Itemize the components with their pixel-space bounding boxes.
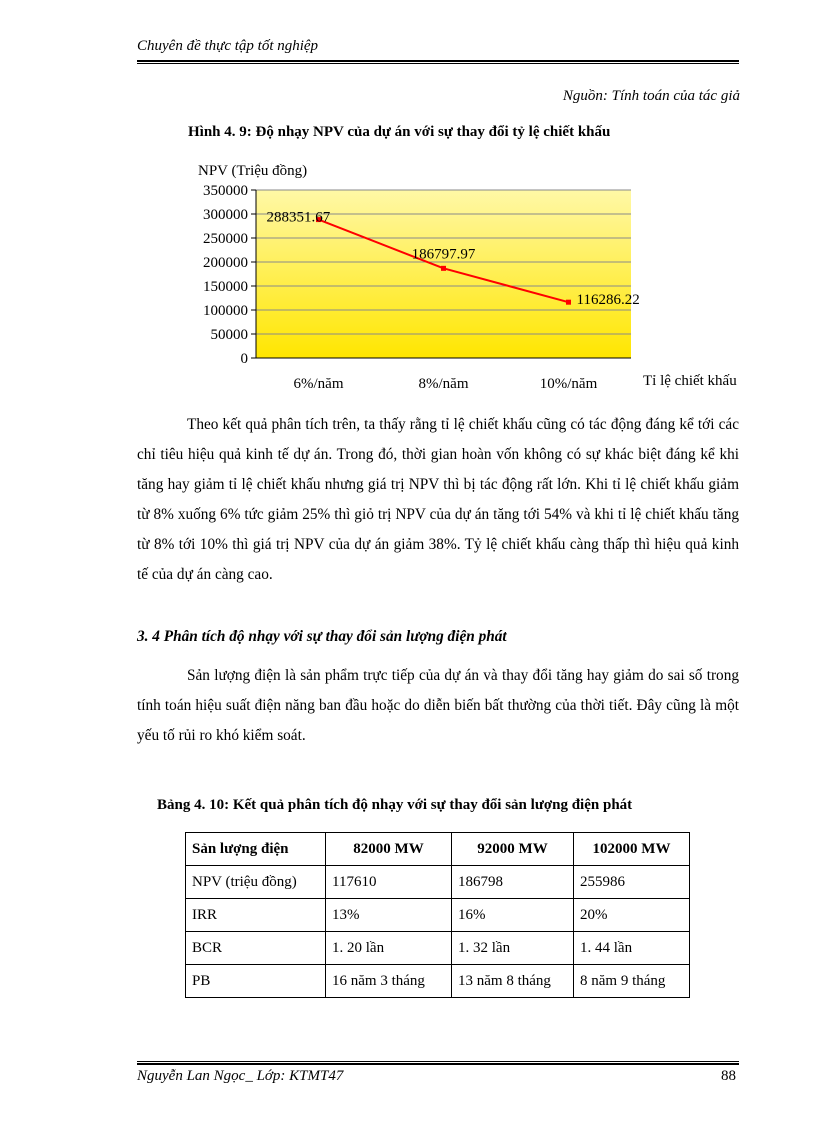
table-cell: 8 năm 9 tháng [574, 965, 690, 998]
table-row [186, 899, 690, 932]
table-cell: 13 năm 8 tháng [452, 965, 574, 998]
y-tick-label: 300000 [203, 207, 248, 223]
table-header-cell: 102000 MW [574, 833, 690, 866]
table-cell: 13% [326, 899, 452, 932]
paragraph-discount-analysis: Theo kết quả phân tích trên, ta thấy rằng tỉ lệ chiết khấu cũng có tác động đáng kể tới các chỉ tiêu hiệu quả kinh tế dự án. Trong đó, thời gian hoàn vốn không có sự khác biệt đáng kể khi tăng hay giảm tỉ lệ chiết khấu nhưng giá trị NPV thì bị tác động rất lớn. Khi tỉ lệ chiết khấu giảm từ 8% xuống 6% tức giảm 25% thì giỏ trị NPV của dự án tăng tới 54% và khi tỉ lệ chiết khấu tăng từ 8% tới 10% thì giá trị NPV của dự án giảm 38%. Tỷ lệ chiết khấu càng thấp thì hiệu quả kinh tế của dự án càng cao. [137, 416, 739, 583]
table-header-cell: 92000 MW [452, 833, 574, 866]
data-label: 288351.67 [266, 209, 331, 226]
table-cell: 1. 44 lần [574, 932, 690, 965]
figure-source: Nguồn: Tính toán của tác giả [562, 88, 740, 104]
data-label: 116286.22 [576, 292, 640, 309]
page-number: 88 [721, 1068, 736, 1084]
data-point-marker [566, 300, 571, 305]
x-tick-label: 8%/năm [418, 376, 469, 392]
header-divider [137, 60, 739, 64]
paragraph-output-sensitivity: Sản lượng điện là sản phẩm trực tiếp của dự án và thay đổi tăng hay giảm do sai số trong tính toán hiệu suất điện năng ban đầu hoặc do diễn biến bất thường của thời tiết. Đây cũng là một yếu tố rủi ro khó kiểm soát. [137, 667, 739, 744]
y-tick-label: 100000 [203, 303, 248, 319]
y-tick-label: 50000 [210, 327, 248, 343]
table-cell: IRR [186, 899, 326, 932]
x-tick-label: 10%/năm [539, 376, 598, 392]
table-header-row [186, 833, 690, 866]
table-cell: PB [186, 965, 326, 998]
table-header-cell: Sản lượng điện [186, 833, 326, 866]
footer-author: Nguyễn Lan Ngọc_ Lớp: KTMT47 [137, 1068, 344, 1084]
y-tick-label: 200000 [203, 255, 248, 271]
table-cell: 16 năm 3 tháng [326, 965, 452, 998]
footer-divider [137, 1061, 739, 1065]
y-axis-title: NPV (Triệu đồng) [198, 163, 308, 179]
npv-sensitivity-chart [160, 155, 740, 400]
figure-caption: Hình 4. 9: Độ nhạy NPV của dự án với sự thay đổi tỷ lệ chiết khấu [188, 124, 611, 140]
sensitivity-table [185, 832, 690, 998]
y-tick-label: 350000 [203, 183, 248, 199]
table-row [186, 866, 690, 899]
table-cell: 1. 32 lần [452, 932, 574, 965]
table-header-cell: 82000 MW [326, 833, 452, 866]
x-axis-title: Tỉ lệ chiết khấu [643, 373, 737, 389]
y-tick-label: 250000 [203, 231, 248, 247]
table-cell: 186798 [452, 866, 574, 899]
table-cell: 1. 20 lần [326, 932, 452, 965]
x-tick-label: 6%/năm [293, 376, 344, 392]
data-point-marker [441, 266, 446, 271]
table-caption: Bảng 4. 10: Kết quả phân tích độ nhạy với sự thay đổi sản lượng điện phát [157, 797, 633, 813]
table-cell: 20% [574, 899, 690, 932]
table-cell: 255986 [574, 866, 690, 899]
table-cell: BCR [186, 932, 326, 965]
table-cell: 16% [452, 899, 574, 932]
y-tick-label: 0 [240, 351, 248, 367]
table-row [186, 965, 690, 998]
header-title: Chuyên đề thực tập tốt nghiệp [137, 38, 319, 54]
table-cell: NPV (triệu đồng) [186, 866, 326, 899]
table-row [186, 932, 690, 965]
table-cell: 117610 [326, 866, 452, 899]
data-label: 186797.97 [411, 246, 476, 263]
section-heading: 3. 4 Phân tích độ nhạy với sự thay đổi sản lượng điện phát [137, 628, 507, 645]
y-tick-label: 150000 [203, 279, 248, 295]
